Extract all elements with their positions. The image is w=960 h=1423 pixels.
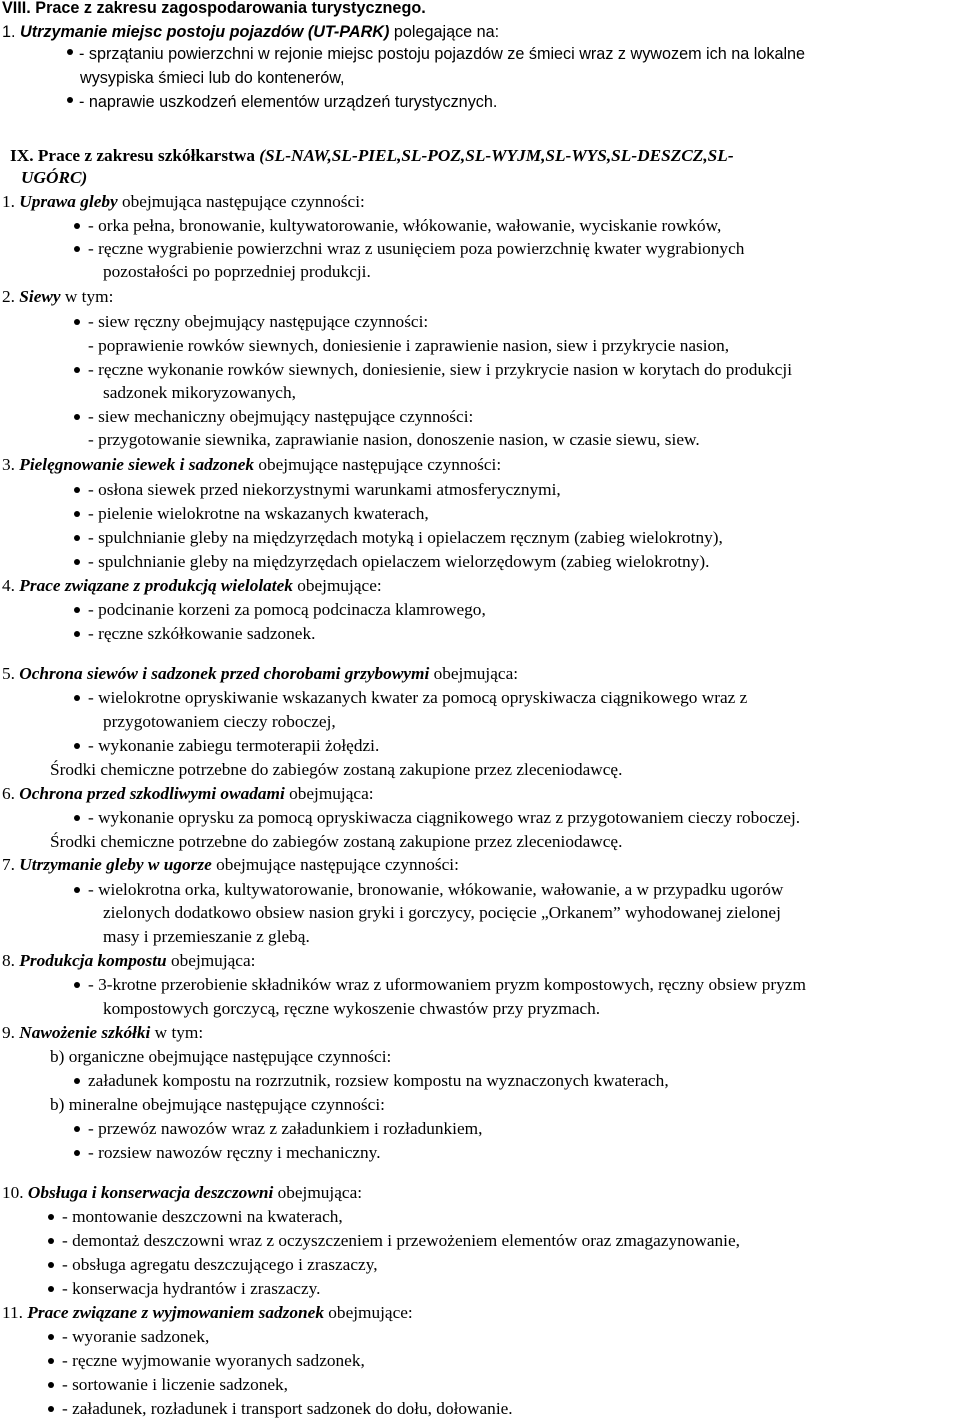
- bullet-icon: [74, 631, 80, 637]
- item-title-line: 3. Pielęgnowanie siewek i sadzonek obejmujące następujące czynności:: [2, 455, 502, 474]
- list-item-continuation: pozostałości po poprzedniej produkcji.: [103, 262, 371, 281]
- bullet-icon: [74, 887, 80, 893]
- list-item: - wielokrotna orka, kultywatorowanie, bronowanie, włókowanie, wałowanie, a w przypadku ugorów: [88, 880, 784, 899]
- list-item: - sprzątaniu powierzchni w rejonie miejsc postoju pojazdów ze śmieci wraz z wywozem ich na lokalne: [79, 45, 806, 63]
- list-item: - orka pełna, bronowanie, kultywatorowanie, włókowanie, wałowanie, wyciskanie rowków,: [88, 216, 722, 235]
- list-item: - naprawie uszkodzeń elementów urządzeń turystycznych.: [79, 93, 498, 111]
- list-item: - osłona siewek przed niekorzystnymi warunkami atmosferycznymi,: [88, 480, 561, 499]
- bullet-icon: [74, 535, 80, 541]
- list-item: - załadunek, rozładunek i transport sadzonek do dołu, dołowanie.: [62, 1399, 513, 1418]
- list-item: - 3-krotne przerobienie składników wraz z uformowaniem pryzm kompostowych, ręczny obsiew pryzm: [88, 975, 806, 994]
- item-title-line: 8. Produkcja kompostu obejmująca:: [2, 951, 256, 970]
- section-8-heading: VIII. Prace z zakresu zagospodarowania turystycznego.: [2, 0, 426, 17]
- list-item: - przewóz nawozów wraz z załadunkiem i rozładunkiem,: [88, 1119, 483, 1138]
- bullet-icon: [74, 511, 80, 517]
- bullet-icon: [74, 743, 80, 749]
- bullet-icon: [74, 246, 80, 252]
- list-item: - spulchnianie gleby na międzyrzędach opielaczem wielorzędowym (zabieg wielokrotny).: [88, 552, 710, 571]
- sub-heading: b) mineralne obejmujące następujące czynności:: [50, 1095, 385, 1114]
- list-item: - wykonanie zabiegu termoterapii żołędzi.: [88, 736, 380, 755]
- bullet-icon: [74, 559, 80, 565]
- list-item: - ręczne wyjmowanie wyoranych sadzonek,: [62, 1351, 365, 1370]
- item-title-line: 10. Obsługa i konserwacja deszczowni obejmująca:: [2, 1183, 363, 1202]
- list-item-continuation: przygotowaniem cieczy roboczej,: [103, 712, 336, 731]
- item-title-line: 5. Ochrona siewów i sadzonek przed chorobami grzybowymi obejmująca:: [2, 664, 519, 683]
- list-item-continuation: masy i przemieszanie z glebą.: [103, 927, 310, 946]
- bullet-icon: [48, 1334, 54, 1340]
- bullet-icon: [48, 1238, 54, 1244]
- item-title-line: 9. Nawożenie szkółki w tym:: [2, 1023, 204, 1042]
- list-item: - sortowanie i liczenie sadzonek,: [62, 1375, 289, 1394]
- bullet-icon: [48, 1286, 54, 1292]
- bullet-icon: [74, 414, 80, 420]
- item-title-line: 1. Utrzymanie miejsc postoju pojazdów (UT-PARK) polegające na:: [2, 23, 500, 41]
- list-item-continuation: zielonych dodatkowo obsiew nasion gryki i gorczycy, pocięcie „Orkanem” wyhodowanej zielonej: [103, 903, 781, 922]
- list-item: - wielokrotne opryskiwanie wskazanych kwater za pomocą opryskiwacza ciągnikowego wraz z: [88, 688, 748, 707]
- list-item: - obsługa agregatu deszczującego i zraszaczy,: [62, 1255, 378, 1274]
- list-item: - demontaż deszczowni wraz z oczyszczeniem i przewożeniem elementów oraz zmagazynowanie,: [62, 1231, 740, 1250]
- note: Środki chemiczne potrzebne do zabiegów zostaną zakupione przez zleceniodawcę.: [50, 832, 623, 851]
- bullet-icon: [74, 695, 80, 701]
- bullet-icon: [74, 367, 80, 373]
- list-item: - wykonanie oprysku za pomocą opryskiwacza ciągnikowego wraz z przygotowaniem cieczy roboczej.: [88, 808, 801, 827]
- bullet-icon: [74, 223, 80, 229]
- paragraph: - przygotowanie siewnika, zaprawianie nasion, donoszenie nasion, w czasie siewu, siew.: [88, 430, 700, 449]
- bullet-icon: [48, 1406, 54, 1412]
- list-item: - ręczne szkółkowanie sadzonek.: [88, 624, 316, 643]
- sub-heading: b) organiczne obejmujące następujące czynności:: [50, 1047, 392, 1066]
- item-title-line: 4. Prace związane z produkcją wielolatek obejmujące:: [2, 576, 382, 595]
- bullet-icon: [74, 319, 80, 325]
- list-item: - rozsiew nawozów ręczny i mechaniczny.: [88, 1143, 381, 1162]
- bullet-icon: [67, 49, 73, 55]
- item-title-line: 2. Siewy w tym:: [2, 287, 114, 306]
- item-title-line: 1. Uprawa gleby obejmująca następujące czynności:: [2, 192, 365, 211]
- list-item: - ręczne wygrabienie powierzchni wraz z usunięciem poza powierzchnię kwater wygrabionych: [88, 239, 745, 258]
- item-title-line: 11. Prace związane z wyjmowaniem sadzonek obejmujące:: [2, 1303, 413, 1322]
- list-item: - wyoranie sadzonek,: [62, 1327, 210, 1346]
- item-title-line: 6. Ochrona przed szkodliwymi owadami obejmująca:: [2, 784, 374, 803]
- bullet-icon: [67, 97, 73, 103]
- bullet-icon: [48, 1214, 54, 1220]
- bullet-icon: [48, 1262, 54, 1268]
- list-item: - podcinanie korzeni za pomocą podcinacza klamrowego,: [88, 600, 486, 619]
- bullet-icon: [48, 1382, 54, 1388]
- list-item: - siew ręczny obejmujący następujące czynności:: [88, 312, 429, 331]
- paragraph: - poprawienie rowków siewnych, doniesienie i zaprawienie nasion, siew i przykrycie nasion,: [88, 336, 730, 355]
- list-item: - montowanie deszczowni na kwaterach,: [62, 1207, 343, 1226]
- list-item-continuation: sadzonek mikoryzowanych,: [103, 383, 296, 402]
- bullet-icon: [74, 982, 80, 988]
- bullet-icon: [48, 1358, 54, 1364]
- note: Środki chemiczne potrzebne do zabiegów zostaną zakupione przez zleceniodawcę.: [50, 760, 623, 779]
- list-item-continuation: wysypiska śmieci lub do kontenerów,: [80, 69, 345, 87]
- bullet-icon: [74, 607, 80, 613]
- list-item: - spulchnianie gleby na międzyrzędach motyką i opielaczem ręcznym (zabieg wielokrotny),: [88, 528, 723, 547]
- list-item: - ręczne wykonanie rowków siewnych, doniesienie, siew i przykrycie nasion w korytach do produkcji: [88, 360, 792, 379]
- bullet-icon: [74, 1078, 80, 1084]
- list-item: - siew mechaniczny obejmujący następujące czynności:: [88, 407, 474, 426]
- item-title-line: 7. Utrzymanie gleby w ugorze obejmujące następujące czynności:: [2, 855, 459, 874]
- list-item-continuation: kompostowych gorczycą, ręczne wykoszenie chwastów przy pryzmach.: [103, 999, 601, 1018]
- bullet-icon: [74, 815, 80, 821]
- list-item: - konserwacja hydrantów i zraszaczy.: [62, 1279, 321, 1298]
- section-9-heading: IX. Prace z zakresu szkółkarstwa (SL-NAW,SL-PIEL,SL-POZ,SL-WYJM,SL-WYS,SL-DESZCZ,SL-: [10, 146, 734, 165]
- list-item: załadunek kompostu na rozrzutnik, rozsiew kompostu na wyznaczonych kwaterach,: [88, 1071, 669, 1090]
- bullet-icon: [74, 487, 80, 493]
- bullet-icon: [74, 1126, 80, 1132]
- list-item: - pielenie wielokrotne na wskazanych kwaterach,: [88, 504, 429, 523]
- bullet-icon: [74, 1150, 80, 1156]
- section-9-heading-cont: UGÓRC): [21, 168, 88, 187]
